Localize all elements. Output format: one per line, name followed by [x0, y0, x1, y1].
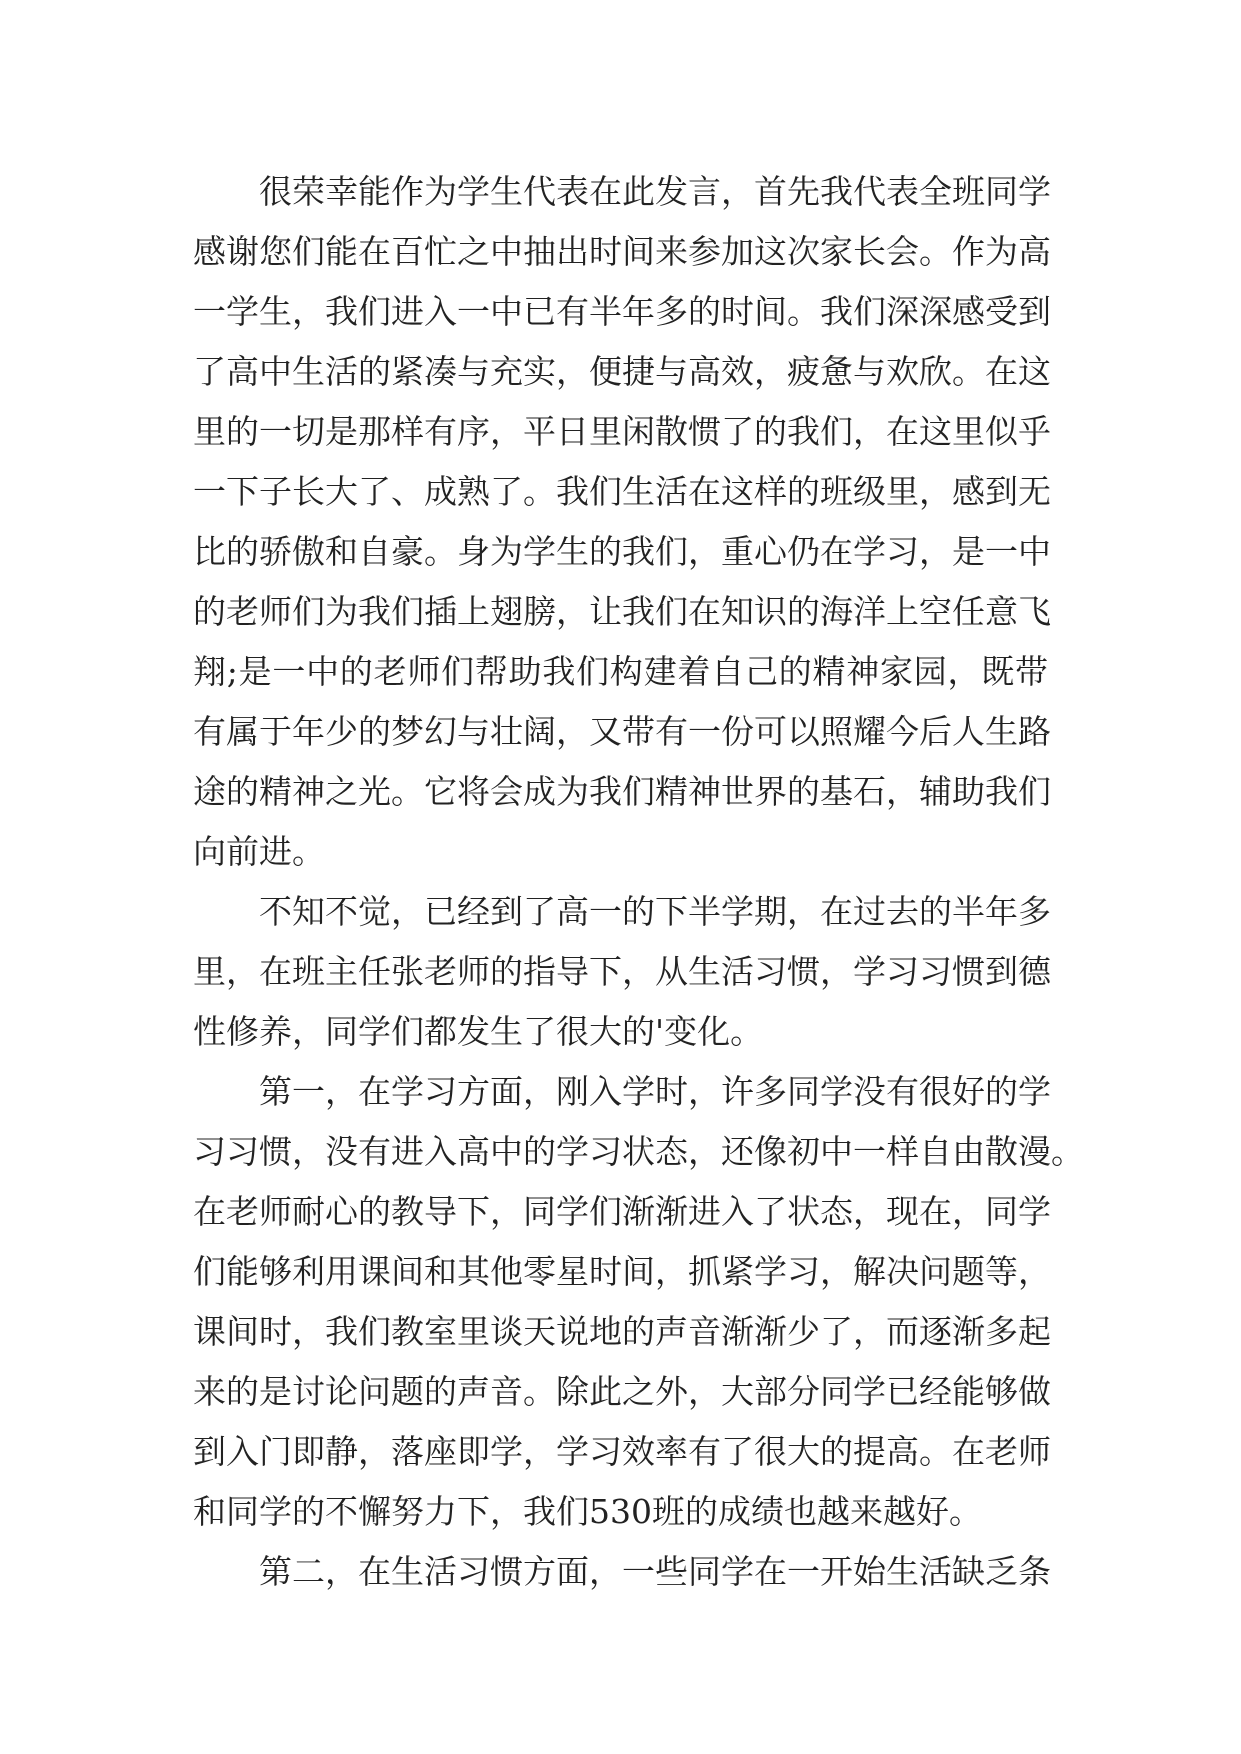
text-line: 里的一切是那样有序，平日里闲散惯了的我们，在这里似乎	[193, 412, 1051, 451]
text-line: 翔;是一中的老师们帮助我们构建着自己的精神家园，既带	[193, 652, 1048, 691]
text-line: 习习惯，没有进入高中的学习状态，还像初中一样自由散漫。	[193, 1132, 1084, 1171]
text-line: 性修养，同学们都发生了很大的'变化。	[193, 1012, 764, 1051]
paragraph-3	[193, 1062, 1084, 1542]
text-line: 里，在班主任张老师的指导下，从生活习惯，学习习惯到德	[193, 952, 1051, 991]
text-line: 第二，在生活习惯方面，一些同学在一开始生活缺乏条	[259, 1552, 1051, 1591]
paragraph-4	[193, 1542, 1051, 1602]
text-line: 来的是讨论问题的声音。除此之外，大部分同学已经能够做	[193, 1372, 1051, 1411]
text-line: 课间时，我们教室里谈天说地的声音渐渐少了，而逐渐多起	[193, 1312, 1051, 1351]
paragraph-1	[193, 162, 1051, 882]
text-line: 感谢您们能在百忙之中抽出时间来参加这次家长会。作为高	[193, 232, 1051, 271]
text-line: 不知不觉，已经到了高一的下半学期，在过去的半年多	[259, 892, 1051, 931]
document-body	[193, 162, 1084, 1602]
text-line: 的老师们为我们插上翅膀，让我们在知识的海洋上空任意飞	[193, 592, 1051, 631]
text-line: 途的精神之光。它将会成为我们精神世界的基石，辅助我们	[193, 772, 1051, 811]
text-line: 一学生，我们进入一中已有半年多的时间。我们深深感受到	[193, 292, 1051, 331]
text-line: 比的骄傲和自豪。身为学生的我们，重心仍在学习，是一中	[193, 532, 1051, 571]
text-line: 很荣幸能作为学生代表在此发言，首先我代表全班同学	[259, 172, 1051, 211]
paragraph-2	[193, 882, 1051, 1062]
text-line: 了高中生活的紧凑与充实，便捷与高效，疲惫与欢欣。在这	[193, 352, 1051, 391]
text-line: 到入门即静，落座即学，学习效率有了很大的提高。在老师	[193, 1432, 1051, 1471]
text-line: 第一，在学习方面，刚入学时，许多同学没有很好的学	[259, 1072, 1051, 1111]
text-line: 一下子长大了、成熟了。我们生活在这样的班级里，感到无	[193, 472, 1051, 511]
text-line: 向前进。	[193, 832, 325, 871]
text-line: 在老师耐心的教导下，同学们渐渐进入了状态，现在，同学	[193, 1192, 1051, 1231]
text-line: 们能够利用课间和其他零星时间，抓紧学习，解决问题等，	[193, 1252, 1051, 1291]
text-line: 和同学的不懈努力下，我们530班的成绩也越来越好。	[193, 1492, 982, 1531]
text-line: 有属于年少的梦幻与壮阔，又带有一份可以照耀今后人生路	[193, 712, 1051, 751]
